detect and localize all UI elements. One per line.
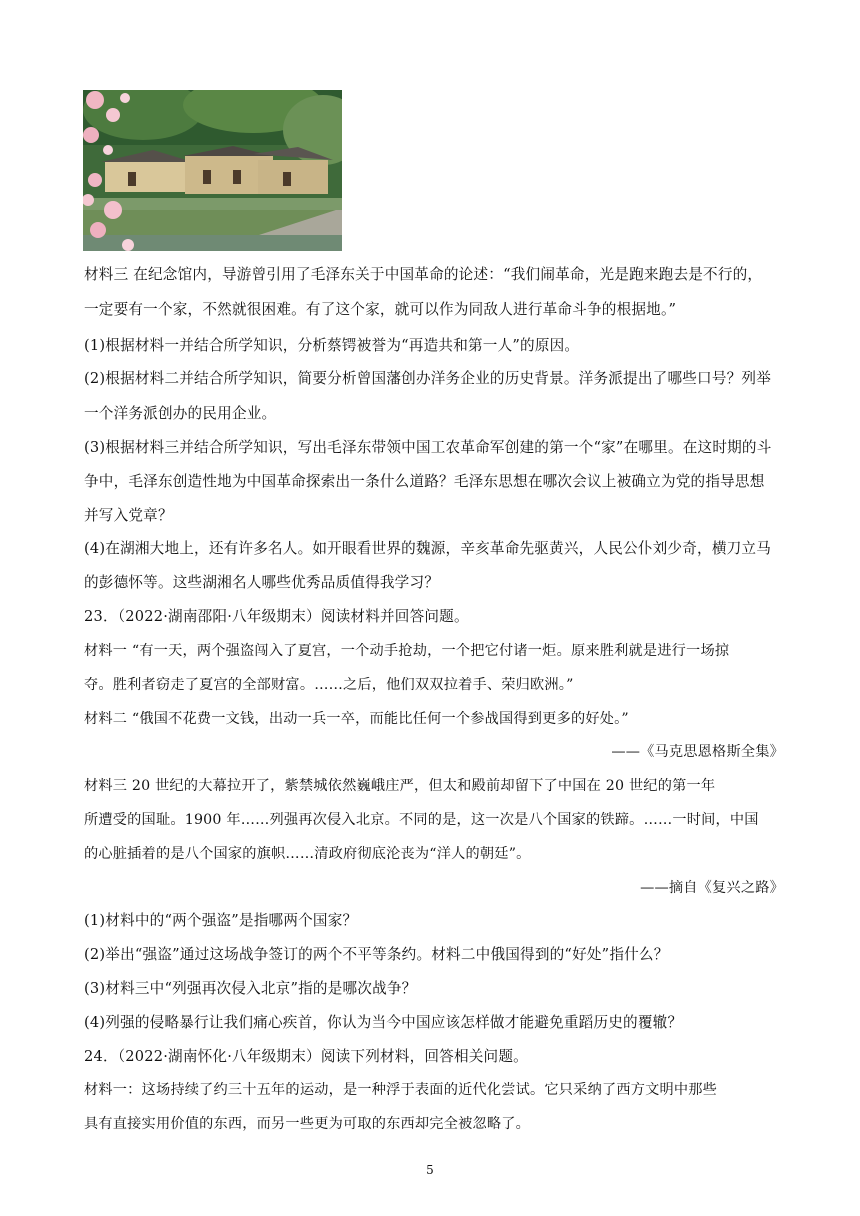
material-3-line-1: 材料三 在纪念馆内，导游曾引用了毛泽东关于中国革命的论述：“我们闹革命，光是跑来跑去是不行的， <box>84 266 763 283</box>
memorial-hall-photo <box>83 90 342 251</box>
question-4-line-1: (4)在湖湘大地上，还有许多名人。如开眼看世界的魏源，辛亥革命先驱黄兴，人民公仆刘少奇，横刀立马 <box>84 540 771 557</box>
q23-material-3-line-3: 的心脏插着的是八个国家的旗帜……清政府彻底沦丧为“洋人的朝廷”。 <box>84 846 531 862</box>
q24-material-1-line-2: 具有直接实用价值的东西，而另一些更为可取的东西却完全被忽略了。 <box>84 1116 531 1132</box>
q23-question-1: (1)材料中的“两个强盗”是指哪两个国家？ <box>84 912 358 929</box>
q23-material-2: 材料二 “俄国不花费一文钱，出动一兵一卒，而能比任何一个参战国得到更多的好处。” <box>84 711 629 727</box>
q23-material-1-line-1: 材料一 “有一天，两个强盗闯入了夏宫，一个动手抢劫，一个把它付诸一炬。原来胜利就是进行一场掠 <box>84 643 730 659</box>
question-23-header: 23．（2022·湖南邵阳·八年级期末）阅读材料并回答问题。 <box>84 608 469 625</box>
question-3-line-2: 争中，毛泽东创造性地为中国革命探索出一条什么道路？毛泽东思想在哪次会议上被确立为党的指导思想 <box>84 473 765 490</box>
material-3-line-2: 一定要有一个家，不然就很困难。有了这个家，就可以作为同敌人进行革命斗争的根据地。” <box>84 301 677 318</box>
question-24-header: 24．（2022·湖南怀化·八年级期末）阅读下列材料，回答相关问题。 <box>84 1048 528 1065</box>
question-1: (1)根据材料一并结合所学知识，分析蔡锷被誉为“再造共和第一人”的原因。 <box>84 337 580 354</box>
q24-material-1-line-1: 材料一：这场持续了约三十五年的运动，是一种浮于表面的近代化尝试。它只采纳了西方文明中那些 <box>84 1082 718 1098</box>
q23-question-3: (3)材料三中“列强再次侵入北京”指的是哪次战争？ <box>84 980 417 997</box>
question-3-line-3: 并写入党章？ <box>84 507 173 524</box>
q23-material-3-source: ——摘自《复兴之路》 <box>640 880 784 896</box>
question-2-line-1: (2)根据材料二并结合所学知识，简要分析曾国藩创办洋务企业的历史背景。洋务派提出了哪些口号？列举 <box>84 370 771 387</box>
page-number: 5 <box>426 1163 434 1177</box>
q23-material-1-line-2: 夺。胜利者窃走了夏宫的全部财富。……之后，他们双双拉着手、荣归欧洲。” <box>84 677 574 693</box>
q23-material-3-line-2: 所遭受的国耻。1900 年……列强再次侵入北京。不同的是，这一次是八个国家的铁蹄。……一时间，中国 <box>84 812 759 828</box>
question-4-line-2: 的彭德怀等。这些湖湘名人哪些优秀品质值得我学习？ <box>84 574 440 591</box>
question-2-line-2: 一个洋务派创办的民用企业。 <box>84 405 277 422</box>
q23-material-2-source: ——《马克思恩格斯全集》 <box>611 744 784 760</box>
q23-material-3-line-1: 材料三 20 世纪的大幕拉开了，紫禁城依然巍峨庄严，但太和殿前却留下了中国在 20 世纪的第一年 <box>84 778 716 794</box>
q23-question-4: (4)列强的侵略暴行让我们痛心疾首，你认为当今中国应该怎样做才能避免重蹈历史的覆辙？ <box>84 1014 683 1031</box>
question-3-line-1: (3)根据材料三并结合所学知识，写出毛泽东带领中国工农革命军创建的第一个“家”在哪里。在这时期的斗 <box>84 439 772 456</box>
q23-question-2: (2)举出“强盗”通过这场战争签订的两个不平等条约。材料二中俄国得到的“好处”指什么？ <box>84 946 669 963</box>
